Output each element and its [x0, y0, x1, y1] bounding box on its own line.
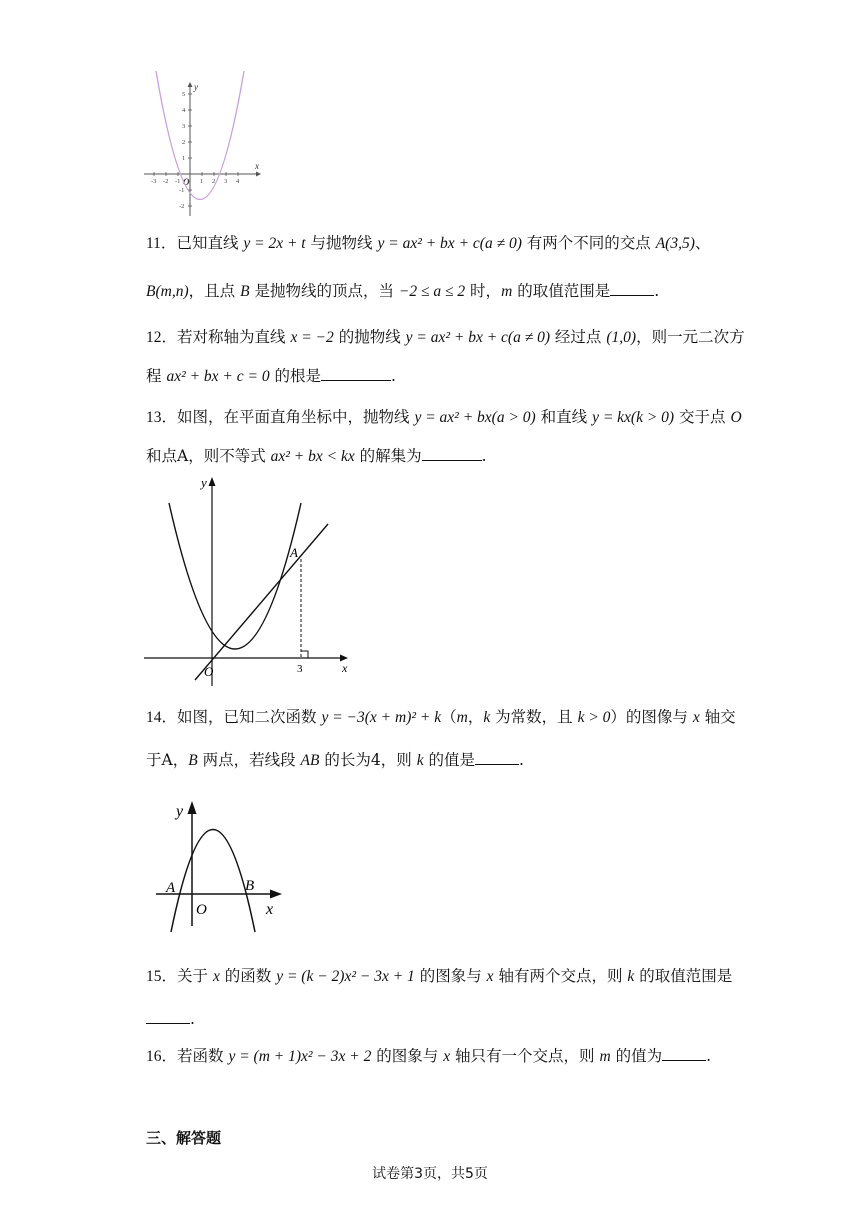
math-symbol: B	[188, 752, 198, 769]
text: ，且点	[188, 282, 241, 300]
text: 的取值范围是	[512, 282, 611, 300]
text: 如图，已知二次函数	[177, 708, 322, 726]
graph-q13	[140, 472, 360, 690]
text: .	[190, 1010, 195, 1028]
q12-line-1	[146, 327, 745, 348]
text: 轴交	[699, 708, 736, 726]
math-expression: y = ax² + bx + c(a ≠ 0)	[405, 329, 550, 346]
text: 的取值范围是	[634, 967, 733, 985]
x-tick: 3	[224, 178, 228, 185]
math-expression: (1,0)	[606, 329, 637, 346]
y-tick: 4	[182, 107, 186, 114]
math-expression: y = ax² + bx + c(a ≠ 0)	[377, 235, 522, 252]
right-angle-mark	[301, 651, 308, 658]
text: 和点A，则不等式	[146, 447, 271, 465]
question-number: 12．	[146, 329, 178, 346]
q15-line-2	[146, 1009, 195, 1029]
math-expression: y = (m + 1)x² − 3x + 2	[228, 1048, 372, 1065]
q15-line-1	[146, 966, 732, 987]
text: 的图象与	[371, 1047, 444, 1065]
math-expression: A(3,5)	[655, 235, 695, 252]
math-expression: −2 ≤ a ≤ 2	[398, 283, 466, 300]
math-symbol: m	[599, 1048, 611, 1065]
y-tick: -1	[179, 187, 185, 194]
text: .	[654, 282, 660, 300]
q14-line-1	[146, 707, 736, 728]
text: 的解集为	[354, 447, 422, 465]
text: 时，	[465, 282, 502, 300]
text: .	[391, 367, 396, 385]
text: 关于	[177, 967, 213, 985]
y-axis-arrow	[209, 477, 216, 486]
text: 的函数	[219, 967, 277, 985]
text: .	[519, 751, 524, 769]
graph-q14	[150, 796, 290, 936]
math-symbol: AB	[300, 752, 320, 769]
math-expression: y = kx(k > 0)	[592, 409, 675, 426]
y-axis-label: y	[176, 803, 184, 820]
text: 轴只有一个交点，则	[450, 1047, 600, 1065]
math-expression: x = −2	[290, 329, 334, 346]
x-axis-label: x	[255, 161, 259, 171]
text: 是抛物线的顶点，当	[249, 282, 399, 300]
text: 经过点	[550, 328, 607, 346]
tick-3-label: 3	[297, 663, 303, 675]
math-expression: ax² + bx < kx	[270, 448, 355, 465]
math-expression: y = (k − 2)x² − 3x + 1	[276, 968, 415, 985]
y-axis-label: y	[194, 82, 198, 92]
text: 的值为	[610, 1047, 663, 1065]
math-symbol: x	[443, 1048, 451, 1065]
section-title: 三、解答题	[146, 1129, 222, 1147]
point-a-label: A	[290, 545, 298, 560]
question-number: 15．	[146, 968, 178, 985]
text: 的图象与	[414, 967, 487, 985]
question-number: 14．	[146, 709, 178, 726]
text: ，则一元二次方	[636, 328, 745, 346]
q11-line-2	[146, 281, 659, 302]
math-symbol: x	[212, 968, 220, 985]
text: 的根是	[269, 367, 322, 385]
math-symbol: k	[416, 752, 424, 769]
question-number: 16．	[146, 1048, 178, 1065]
question-number: 13．	[146, 409, 178, 426]
q16-line-1	[146, 1046, 711, 1067]
q13-line-2	[146, 446, 487, 467]
graph-q10-parabola	[138, 68, 268, 218]
answer-blank[interactable]	[146, 1009, 190, 1024]
text: 的长为4，则	[319, 751, 417, 769]
origin-label: O	[196, 902, 207, 918]
text: 两点，若线段	[197, 751, 301, 769]
math-expression: B(m,n)	[146, 283, 189, 300]
math-symbol: O	[730, 409, 742, 426]
math-expression: ax² + bx + c = 0	[166, 368, 270, 385]
text: 如图，在平面直角坐标中，抛物线	[177, 408, 415, 426]
x-tick: -1	[175, 178, 181, 185]
math-expression: y = ax² + bx(a > 0)	[414, 409, 536, 426]
page-footer: 试卷第3页，共5页	[372, 1166, 488, 1182]
y-axis-arrow	[188, 801, 197, 814]
text: 有两个不同的交点	[521, 234, 656, 252]
math-expression: y = −3(x + m)² + k	[321, 709, 442, 726]
x-tick: 1	[200, 178, 204, 185]
math-symbol: x	[692, 709, 700, 726]
math-symbol: m	[501, 283, 513, 300]
x-tick: 2	[212, 178, 216, 185]
q11-line-1	[146, 233, 710, 254]
y-axis-label: y	[201, 475, 207, 490]
text: （	[441, 708, 457, 726]
text: ，	[467, 708, 484, 726]
text: .	[481, 447, 487, 465]
answer-blank[interactable]	[610, 281, 654, 296]
origin-label: O	[204, 664, 214, 679]
text: 为常数，且	[490, 708, 578, 726]
text: 与抛物线	[305, 234, 378, 252]
origin-label: O	[183, 177, 190, 187]
parabola-curve	[169, 503, 301, 649]
x-axis-arrow	[270, 890, 282, 899]
text: 若函数	[177, 1047, 229, 1065]
point-a-label: A	[166, 880, 176, 896]
x-axis-arrow	[256, 172, 261, 177]
x-tick: -3	[151, 178, 157, 185]
math-expression: y = 2x + t	[243, 235, 306, 252]
point-b-label: B	[245, 878, 255, 894]
text: 已知直线	[176, 234, 244, 252]
answer-blank[interactable]	[321, 366, 391, 381]
math-expression: k > 0	[577, 709, 611, 726]
text: 交于点	[674, 408, 731, 426]
y-tick: 3	[182, 123, 186, 130]
text: 和直线	[535, 408, 593, 426]
question-number: 11．	[146, 235, 177, 252]
x-axis-label: x	[342, 661, 348, 675]
math-symbol: k	[483, 709, 491, 726]
x-tick: 4	[236, 178, 240, 185]
text: 的值是	[423, 751, 476, 769]
parabola-curve	[171, 830, 255, 933]
text: 于A，	[146, 751, 189, 769]
x-axis-label: x	[266, 901, 274, 918]
text: 的抛物线	[333, 328, 406, 346]
y-tick: -2	[179, 203, 185, 210]
y-axis-arrow	[188, 82, 193, 87]
q12-line-2	[146, 366, 396, 387]
text: .	[706, 1047, 712, 1065]
y-tick: 1	[182, 155, 186, 162]
math-symbol: B	[240, 283, 250, 300]
answer-blank[interactable]	[475, 750, 519, 765]
text: 轴有两个交点，则	[493, 967, 628, 985]
math-symbol: x	[486, 968, 494, 985]
math-symbol: k	[627, 968, 635, 985]
answer-blank[interactable]	[662, 1046, 706, 1061]
text: ）的图像与	[610, 708, 693, 726]
y-tick: 2	[182, 139, 186, 146]
answer-blank[interactable]	[422, 446, 482, 461]
text: 、	[694, 234, 711, 252]
x-tick: -2	[163, 178, 169, 185]
q14-line-2	[146, 750, 524, 771]
q13-line-1	[146, 407, 742, 428]
text: 若对称轴为直线	[177, 328, 291, 346]
text: 程	[146, 367, 167, 385]
math-symbol: m	[456, 709, 468, 726]
y-tick: 5	[182, 91, 186, 98]
